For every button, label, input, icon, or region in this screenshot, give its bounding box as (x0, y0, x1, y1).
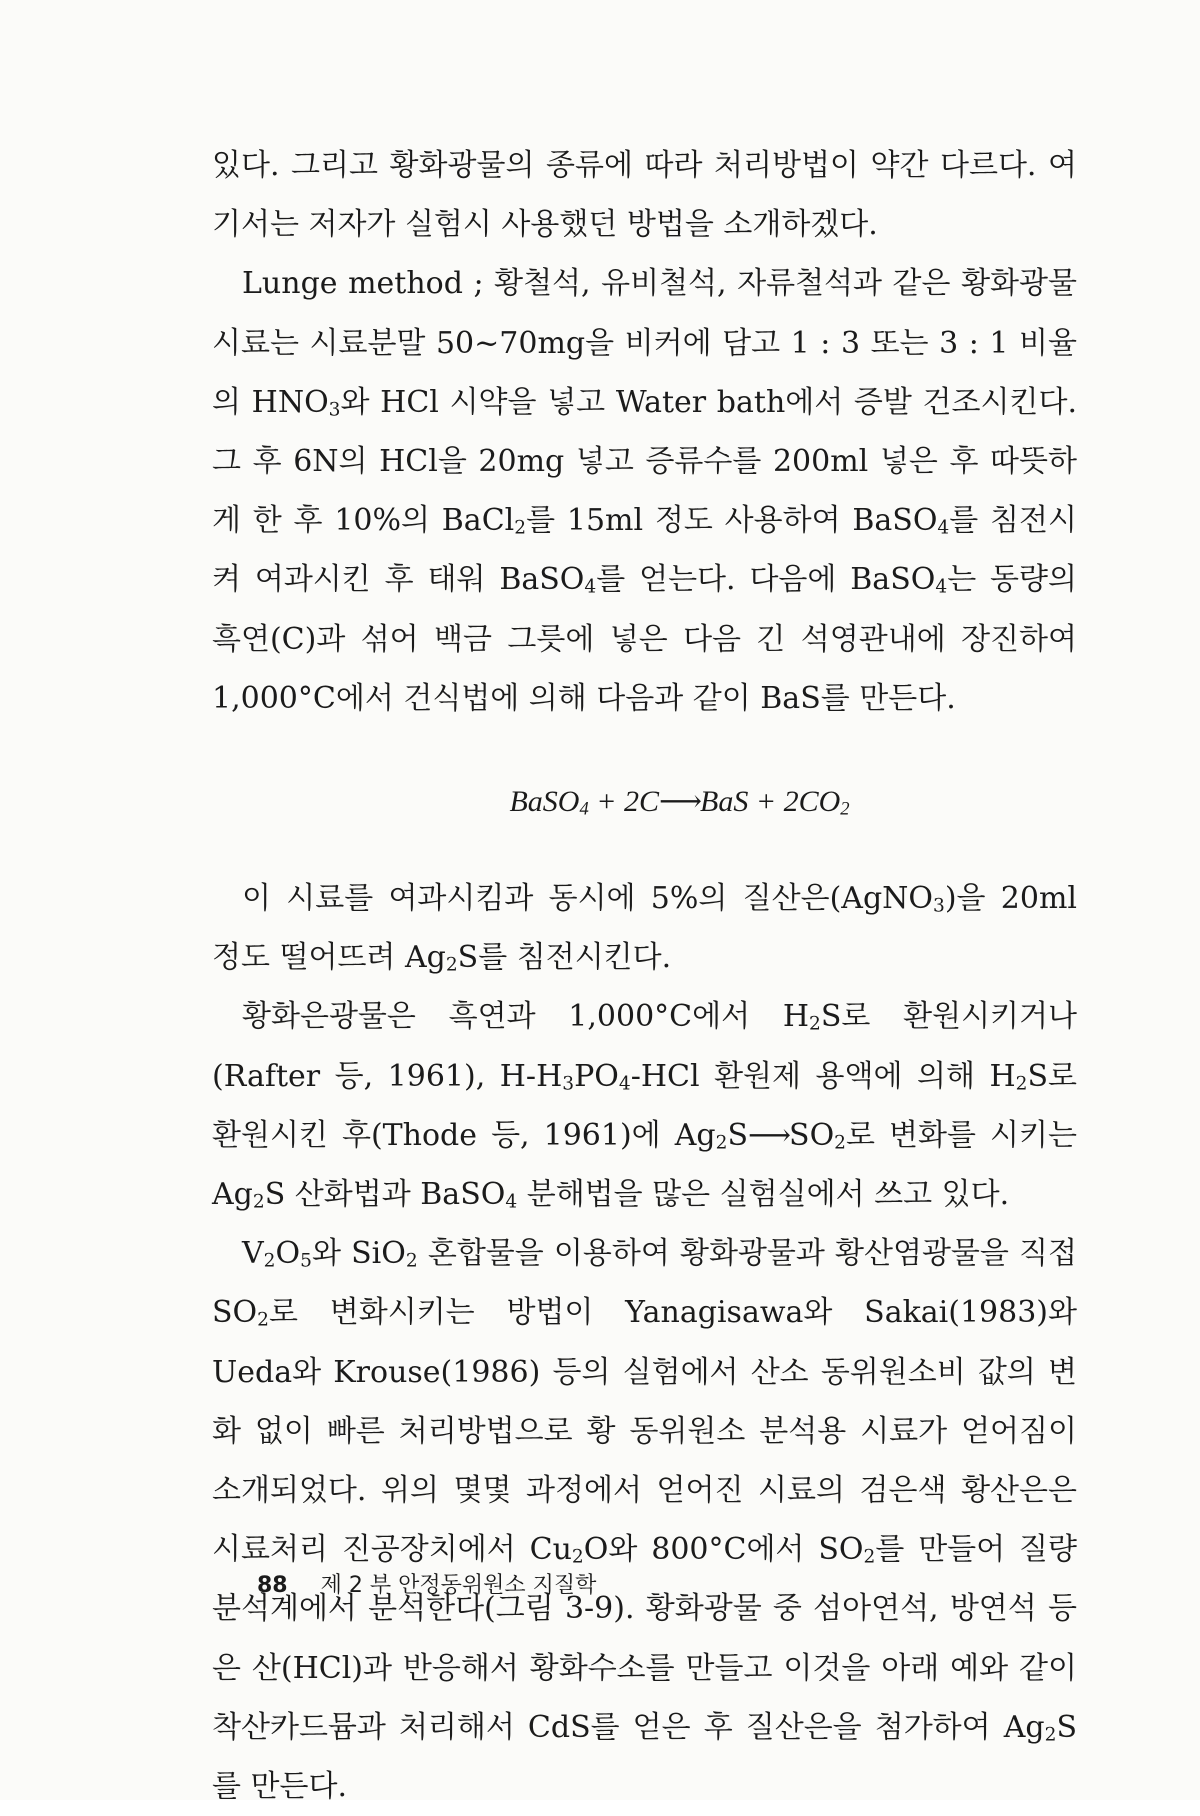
text-run: S 산화법과 BaSO (264, 1177, 506, 1213)
subscript: 2 (445, 954, 458, 976)
subscript: 2 (840, 798, 850, 820)
subscript: 2 (1044, 1724, 1057, 1746)
paragraph (212, 136, 1077, 254)
text-run: 를 침전시켜 여과시킨 후 태워 BaSO (212, 503, 1077, 598)
text-run: S로 환원시킨 후(Thode 등, 1961)에 Ag (212, 1058, 1077, 1153)
subscript: 3 (933, 895, 945, 917)
text-run: O와 800°C에서 SO (583, 1532, 864, 1568)
text-run: Lunge method ; 황철석, 유비철석, 자류철석과 같은 황화광물 시료는 시료분말 50~70mg을 비커에 담고 1 : 3 또는 3 : 1 비율의 HNO (212, 266, 1077, 420)
subscript: 2 (252, 1191, 265, 1213)
reaction-arrow: ⟶ (748, 1117, 790, 1153)
text-run: 를 만들어 질량분석계에서 분석한다(그림 3-9). 황화광물 중 섬아연석, 방연석 등은 산(HCl)과 반응해서 황화수소를 만들고 이것을 아래 예와 같이 착산카드뮴과 처리해서 CdS를 얻은 후 질산은을 첨가하여 Ag (212, 1532, 1078, 1745)
subscript: 2 (809, 1014, 821, 1036)
page-number: 88 (257, 1573, 288, 1598)
text-run: SO (789, 1117, 835, 1153)
text-run: 로 변화를 시키는 Ag (212, 1117, 1077, 1213)
text-run: 이 시료를 여과시킴과 동시에 5%의 질산은(AgNO (242, 881, 933, 917)
text-run: 를 얻는다. 다음에 BaSO (596, 562, 936, 598)
subscript: 4 (579, 798, 589, 820)
text-run: BaSO (509, 785, 580, 819)
text-run: O (275, 1236, 301, 1272)
text-run: 분해법을 많은 실험실에서 쓰고 있다. (517, 1177, 1010, 1213)
text-run: PO (574, 1058, 619, 1094)
body-text (212, 136, 1077, 1816)
paragraph (212, 987, 1077, 1224)
subscript: 4 (505, 1191, 518, 1213)
text-run: BaS + 2CO (700, 785, 841, 819)
text-run: + 2C (588, 785, 659, 819)
text-run: 와 SiO (311, 1236, 406, 1272)
running-title: 제 2 부 안정동위원소 지질학 (320, 1573, 597, 1598)
text-run: 황화은광물은 흑연과 1,000°C에서 H (242, 999, 809, 1035)
paragraph (212, 254, 1077, 728)
text-run: 는 동량의 흑연(C)과 섞어 백금 그릇에 넣은 다음 긴 석영관내에 장진하여 1,000°C에서 건식법에 의해 다음과 같이 BaS를 만든다. (212, 562, 1077, 716)
subscript: 2 (863, 1546, 876, 1568)
text-run: V (242, 1236, 264, 1272)
subscript: 4 (584, 577, 597, 599)
page-footer (257, 1568, 596, 1599)
subscript: 2 (405, 1250, 418, 1272)
chemical-equation (212, 772, 1077, 831)
text-run: 혼합물을 이용하여 황화광물과 황산염광물을 직접 SO (212, 1236, 1077, 1331)
reaction-arrow: ⟶ (659, 785, 701, 819)
subscript: 5 (300, 1250, 312, 1272)
text-run: 를 15ml 정도 사용하여 BaSO (526, 503, 938, 539)
paragraph (212, 1224, 1077, 1816)
subscript: 4 (937, 517, 950, 539)
paragraph (212, 869, 1077, 987)
text-run: 로 변화시키는 방법이 Yanagisawa와 Sakai(1983)와 Ueda와 Krouse(1986) 등의 실험에서 산소 동위원소비 값의 변화 없이 빠른 처리방법으로 황 동위원소 분석용 시료가 얻어짐이 소개되었다. 위의 몇몇 과정에서 얻어진 시료의 검은색 황산은은 시료처리 진공장치에서 Cu (212, 1295, 1077, 1568)
subscript: 2 (571, 1546, 584, 1568)
subscript: 2 (263, 1250, 276, 1272)
subscript: 4 (618, 1073, 631, 1095)
text-run: )을 20ml 정도 떨어뜨려 Ag (212, 881, 1078, 976)
text-run: 와 HCl 시약을 넣고 Water bath에서 증발 건조시킨다. 그 후 6N의 HCl을 20mg 넣고 증류수를 200ml 넣은 후 따뜻하게 한 후 10%의 BaCl (212, 384, 1077, 539)
subscript: 2 (715, 1132, 728, 1154)
subscript: 2 (1015, 1073, 1028, 1095)
subscript: 4 (935, 577, 948, 599)
text-run: S를 침전시킨다. (457, 940, 672, 976)
subscript: 3 (328, 399, 341, 421)
subscript: 2 (514, 517, 527, 539)
text-run: -HCl 환원제 용액에 의해 H (630, 1058, 1016, 1094)
text-run: S를 만든다. (212, 1709, 1077, 1805)
text-run: 있다. 그리고 황화광물의 종류에 따라 처리방법이 약간 다르다. 여기서는 저자가 실험시 사용했던 방법을 소개하겠다. (212, 148, 1077, 243)
subscript: 2 (257, 1310, 269, 1332)
subscript: 3 (562, 1073, 575, 1095)
text-run: S (727, 1117, 748, 1153)
subscript: 2 (834, 1132, 847, 1154)
text-run: S로 환원시키거나(Rafter 등, 1961), H-H (212, 999, 1077, 1094)
